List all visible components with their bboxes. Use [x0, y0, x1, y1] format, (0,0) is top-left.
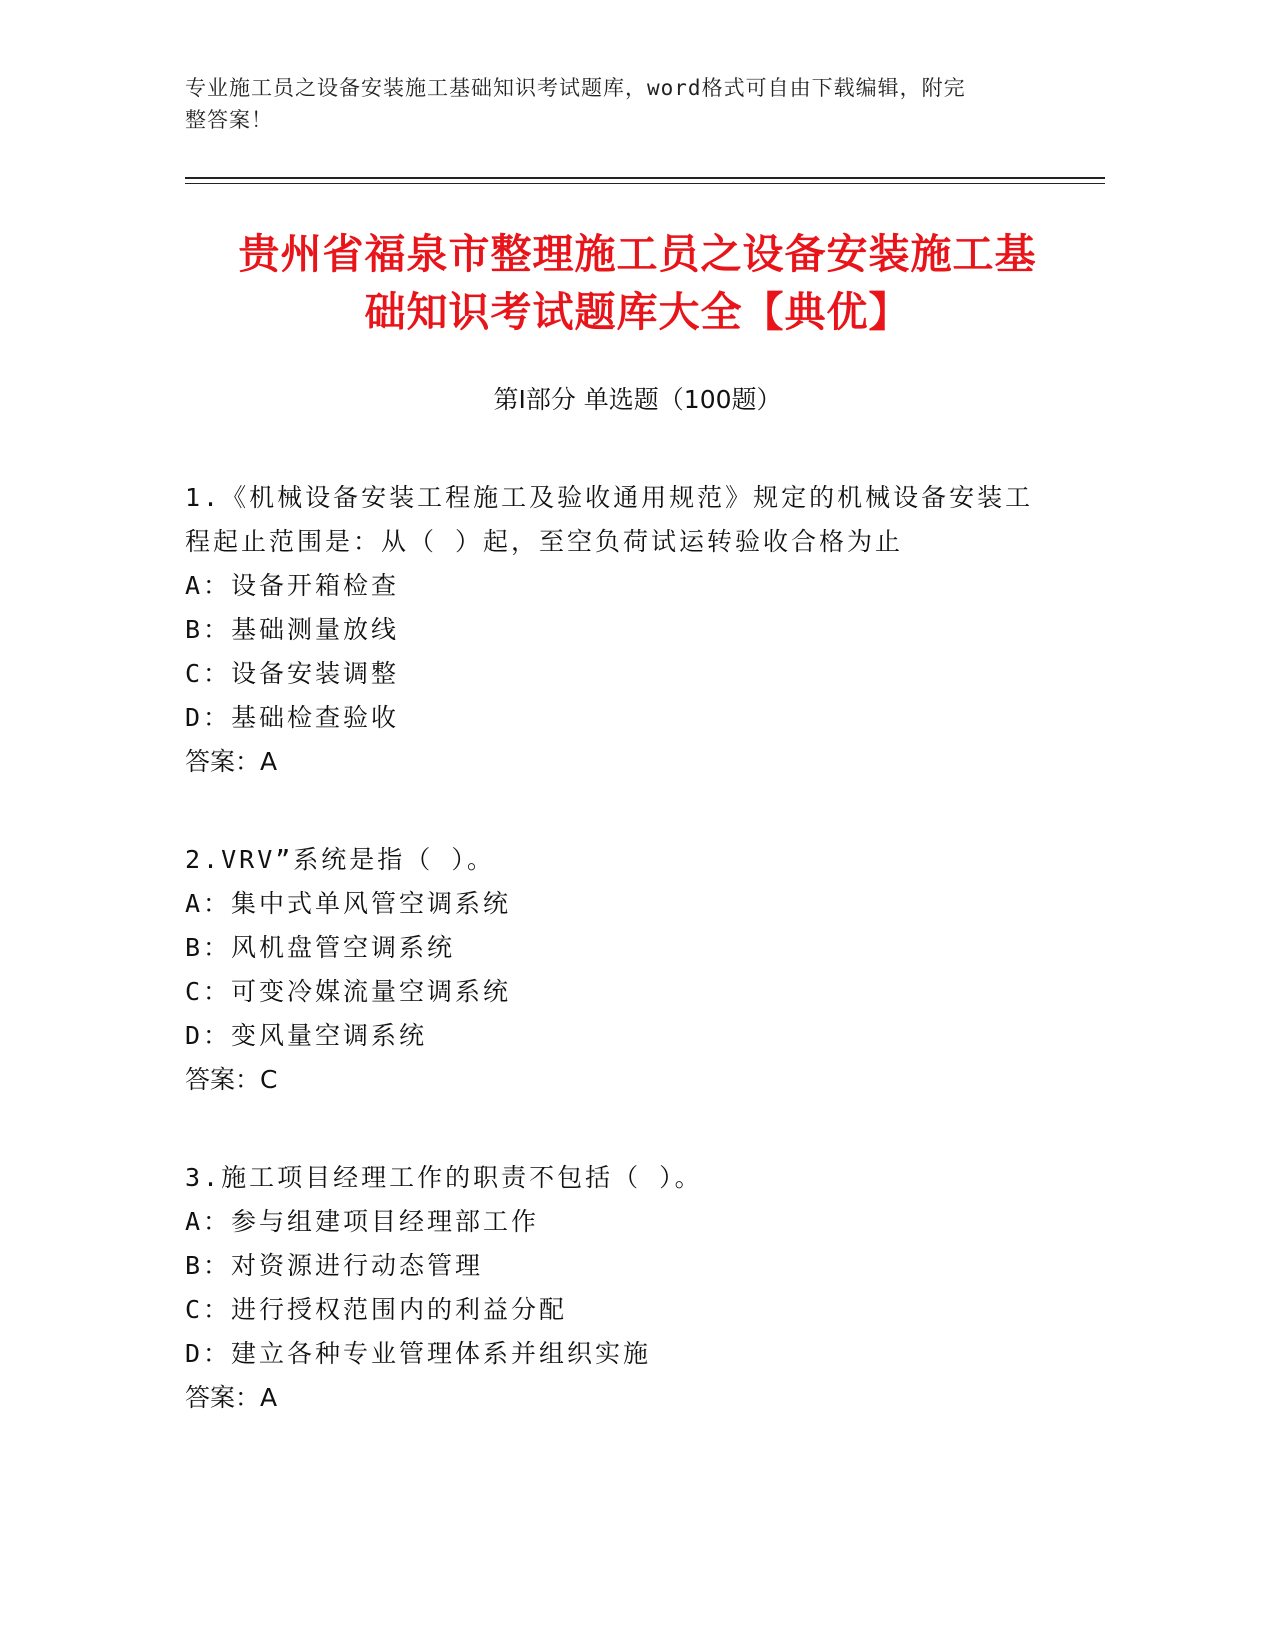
option-b: B：风机盘管空调系统: [185, 933, 456, 962]
option-d: D：基础检查验收: [185, 703, 400, 732]
header-divider-thick: [185, 177, 1105, 179]
header-divider-thin: [185, 183, 1105, 184]
question-item: [185, 838, 1085, 1102]
document-title-line-1: 贵州省福泉市整理施工员之设备安装施工基: [238, 230, 1037, 278]
option-d: D：变风量空调系统: [185, 1021, 428, 1050]
option-b: B：对资源进行动态管理: [185, 1251, 484, 1280]
option-c: C：进行授权范围内的利益分配: [185, 1295, 568, 1324]
header-note-line-2: 整答案！: [185, 108, 273, 132]
header-note-line-1: 专业施工员之设备安装施工基础知识考试题库，word格式可自由下载编辑，附完: [185, 76, 966, 100]
answer: 答案：A: [185, 1383, 278, 1412]
option-b: B：基础测量放线: [185, 615, 400, 644]
option-a: A：参与组建项目经理部工作: [185, 1207, 540, 1236]
document-title-line-2: 础知识考试题库大全【典优】: [364, 288, 911, 336]
option-c: C：可变冷媒流量空调系统: [185, 977, 512, 1006]
question-item: [185, 1156, 1085, 1420]
question-list: [185, 476, 1085, 1474]
option-c: C：设备安装调整: [185, 659, 400, 688]
option-d: D：建立各种专业管理体系并组织实施: [185, 1339, 652, 1368]
question-stem-continued: 程起止范围是：从（ ）起，至空负荷试运转验收合格为止: [185, 527, 904, 556]
answer: 答案：C: [185, 1065, 278, 1094]
question-stem: 1.《机械设备安装工程施工及验收通用规范》规定的机械设备安装工: [185, 483, 1034, 512]
question-stem: 2.VRV”系统是指（ ）。: [185, 845, 495, 874]
question-item: [185, 476, 1085, 784]
document-title: [150, 225, 1125, 341]
question-stem: 3.施工项目经理工作的职责不包括（ ）。: [185, 1163, 703, 1192]
option-a: A：设备开箱检查: [185, 571, 400, 600]
section-title: 第Ⅰ部分 单选题（100题）: [493, 385, 782, 414]
option-a: A：集中式单风管空调系统: [185, 889, 512, 918]
header-note: [185, 72, 1065, 136]
answer: 答案：A: [185, 747, 278, 776]
